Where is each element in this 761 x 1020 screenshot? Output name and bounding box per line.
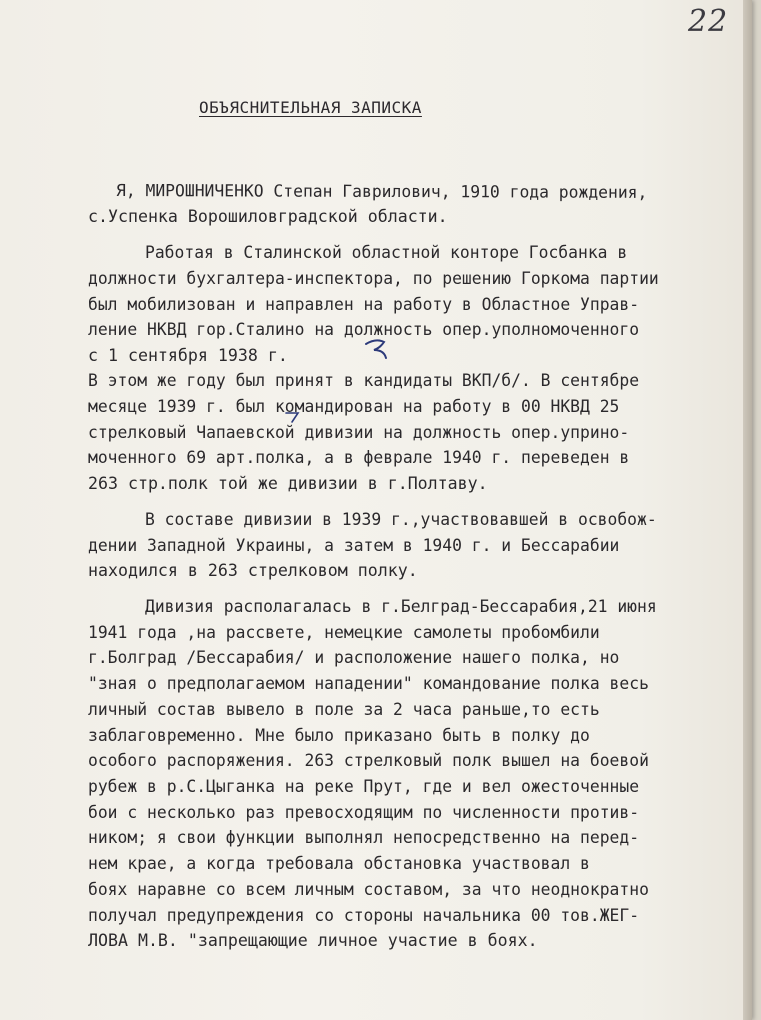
text-line: с.Успенка Ворошиловградской области. bbox=[88, 207, 448, 226]
text-line: боях наравне со всем личным составом, за что неоднократно bbox=[88, 880, 649, 899]
text-line: бои с несколько раз превосходящим по численности против- bbox=[88, 803, 640, 822]
text-line: стрелковый Чапаевской дивизии на должность опер.уприно- bbox=[88, 423, 630, 442]
text-line: заблаговременно. Мне было приказано быть в полку до bbox=[88, 726, 590, 745]
text-line: "зная о предполагаемом нападении" командование полка весь bbox=[88, 674, 649, 693]
text-line: получал предупреждения со стороны начальника 00 тов.ЖЕГ- bbox=[88, 906, 640, 925]
text-line: рубеж в р.С.Цыганка на реке Прут, где и вел ожесточенные bbox=[88, 777, 640, 796]
text-line: ником; я свои функции выполнял непосредственно на перед- bbox=[88, 828, 640, 847]
text-line: ление НКВД гор.Сталино на должность опер.уполномоченного bbox=[88, 320, 640, 339]
text-line: В этом же году был принят в кандидаты ВКП/б/. В сентябре bbox=[88, 371, 640, 390]
text-line: особого распоряжения. 263 стрелковый полк вышел на боевой bbox=[88, 751, 649, 770]
page-number: 22 bbox=[688, 4, 729, 39]
text-line: Дивизия располагалась в г.Белград-Бессарабия,21 июня bbox=[145, 597, 657, 616]
text-line: месяце 1939 г. был командирован на работу в 00 НКВД 25 bbox=[88, 397, 620, 416]
text-line: был мобилизован и направлен на работу в Областное Управ- bbox=[88, 295, 640, 314]
text-line: должности бухгалтера-инспектора, по решению Горкома партии bbox=[88, 269, 659, 288]
handwritten-correction-mark bbox=[284, 410, 304, 424]
text-line: моченного 69 арт.полка, а в феврале 1940 г. переведен в bbox=[88, 448, 630, 467]
text-line: г.Болград /Бессарабия/ и расположение нашего полка, но bbox=[88, 648, 620, 667]
text-line: ЛОВА М.В. "запрещающие личное участие в боях. bbox=[88, 931, 538, 950]
text-line: дении Западной Украины, а затем в 1940 г. и Бессарабии bbox=[88, 536, 620, 555]
document-title: ОБЪЯСНИТЕЛЬНАЯ ЗАПИСКА bbox=[199, 98, 422, 117]
text-line: Работая в Сталинской областной конторе Госбанка в bbox=[145, 243, 628, 262]
text-line: 1941 года ,на рассвете, немецкие самолеты пробомбили bbox=[88, 623, 600, 642]
text-line: 263 стр.полк той же дивизии в г.Полтаву. bbox=[88, 474, 488, 493]
text-line: находился в 263 стрелковом полку. bbox=[88, 561, 418, 580]
text-line: нем крае, а когда требовала обстановка участвовал в bbox=[88, 854, 590, 873]
text-line: с 1 сентября 1938 г. bbox=[88, 346, 288, 365]
text-line: В составе дивизии в 1939 г.,участвовавшей в освобож- bbox=[145, 510, 657, 529]
text-line: Я, МИРОШНИЧЕНКО Степан Гаврилович, 1910 года рождения, bbox=[115, 181, 648, 202]
handwritten-correction-mark bbox=[362, 334, 402, 364]
text-line: личный состав вывело в поле за 2 часа раньше,то есть bbox=[88, 700, 600, 719]
